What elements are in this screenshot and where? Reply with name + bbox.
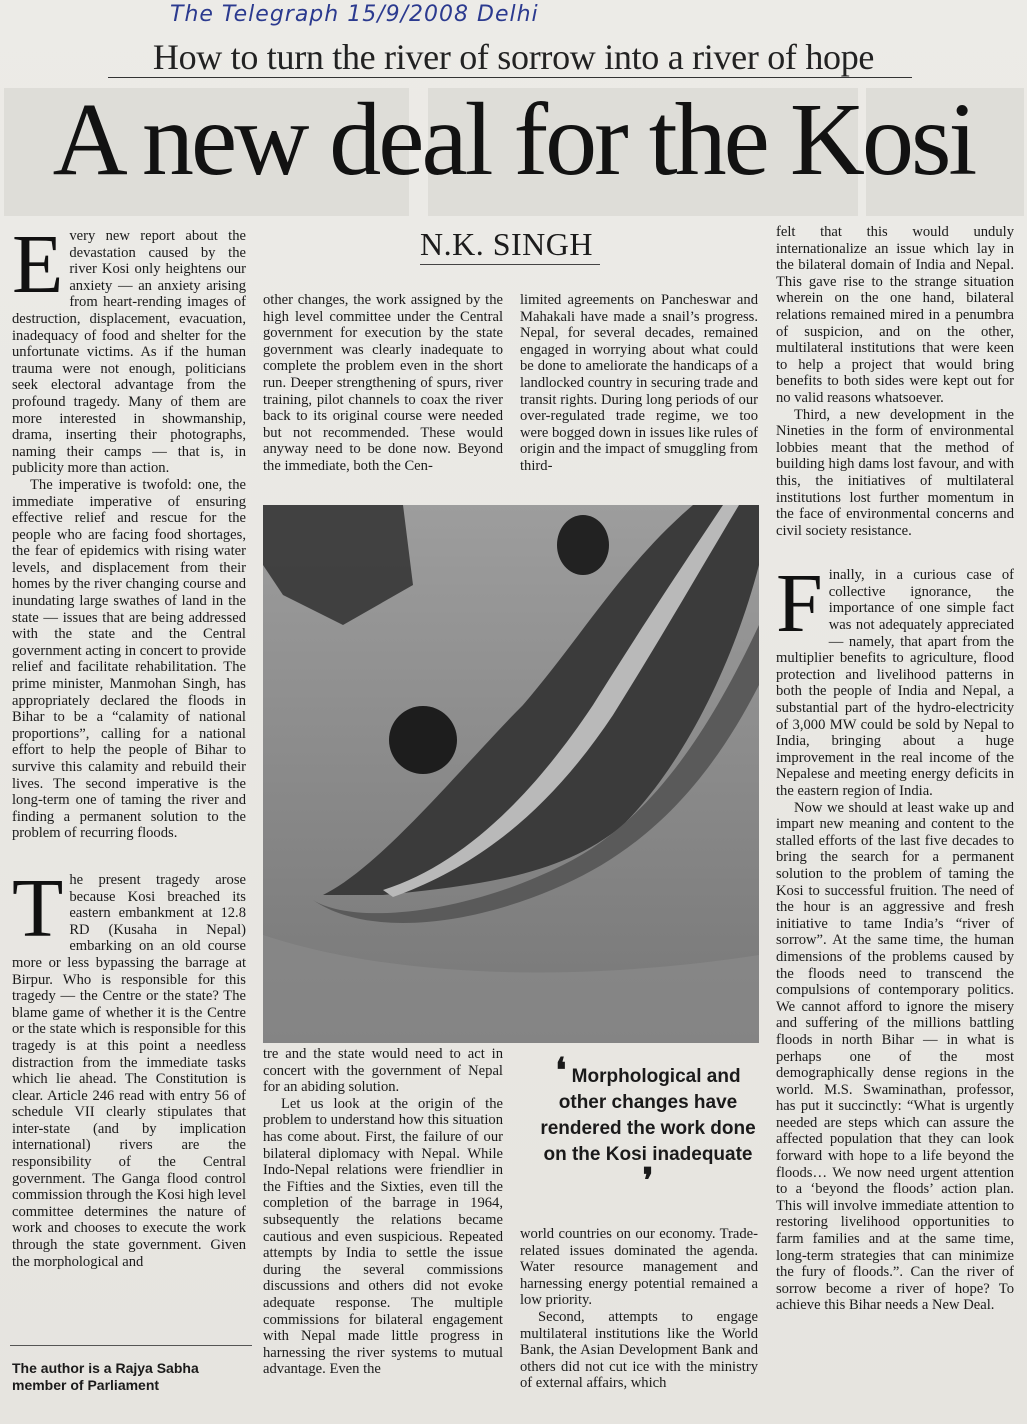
close-quote-icon: ❜ [642,1161,654,1201]
handwritten-note: The Telegraph 15/9/2008 Delhi [170,2,539,27]
flood-embankment-image [263,505,759,1043]
paragraph: very new report about the devastation caused by the river Kosi only heightens our anxiety — an anxiety arising from heart-rending images of destruction, displacement, evacuation, inadequacy of food and shelter for the unfortunate victims. As if the human trauma were not enough, politicians seek electoral advantage from the profound tragedy. Many of them are more interested in showmanship, drama, inserting their photographs, naming their camps — that is, in publicity more than action. [12,228,246,477]
paragraph: world countries on our economy. Trade-related issues dominated the agenda. Water resource management and harnessing energy potential remained a low priority. [520,1226,758,1309]
author-note: The author is a Rajya Sabha member of Parliament [12,1360,199,1393]
column-3-bottom [520,1226,758,1392]
paragraph: other changes, the work assigned by the high level committee under the Central government for execution by the state government was clearly inadequate to complete the problem even in the short run. Deeper strengthening of spurs, river training, pilot channels to coax the river back to its original course were needed but not recommended. These would anyway need to be done now. Beyond the immediate, both the Cen- [263,292,503,474]
paragraph: Now we should at least wake up and impart new meaning and content to the stalled efforts of the last five decades to bring the search for a permanent solution to the problem of taming the Kosi to successful fruition. The need of the hour is an aggressive and fresh initiative to tame India’s “river of sorrow”. At the same time, the human dimensions of the problems caused by the floods need to transcend the compulsions of contemporary politics. We cannot afford to ignore the misery and suffering of the millions battling floods in north Bihar — in what is perhaps one of the most demographically dense regions in the world. M.S. Swaminathan, professor, has put it succinctly: “What is urgently needed are steps which can assure the affected population that they can look forward with hope to a life beyond the floods… We now need urgent attention to a ‘beyond the floods’ action plan. This will involve immediate attention to restoring livelihood opportunities to farm families and at the same time, long-term strategies that can minimize the fury of floods.”. Can the river of sorrow become a river of hope? To achieve this Bihar needs a New Deal. [776,799,1014,1314]
kicker: How to turn the river of sorrow into a river of hope [152,37,875,77]
pull-quote-text: Morphological and other changes have rendered the work done on the Kosi inadequate [540,1066,756,1165]
paragraph: he present tragedy arose because Kosi breached its eastern embankment at 12.8 RD (Kusaha in Nepal) embarking on an old course more or less bypassing the barrage at Birpur. Who is responsible for this tragedy — the Centre or the state? The blame game of whether it is the Centre or the state which is responsible for this tragedy is at this point a needless distraction from the immediate tasks which lie ahead. The Constitution is clear. Article 246 read with entry 56 of schedule VII clearly stipulates that inter-state (and by implication international) rivers are the responsibility of the Central government. The Ganga flood control commission through the Kosi high level committee determines the nature of work and chooses to execute the work through the state government. Given the morphological and [12,871,246,1270]
paragraph: felt that this would unduly internationalize an issue which lay in the bilateral domain of India and Nepal. This gave rise to the strange situation wherein on the one hand, bilateral relations remained mired in a penumbra of suspicion, and on the other, multilateral institutions that were keen to help a project that would bring benefits to both sides were kept out for no valid reasons whatsoever. [776,224,1014,406]
paragraph: Let us look at the origin of the problem to understand how this situation has come about. First, the failure of our bilateral diplomacy with Nepal. While Indo-Nepal relations were friendlier in the Fifties and the Sixties, even till the completion of the barrage in 1964, subsequently the relations became cautious and even suspicious. Repeated attempts by India to settle the issue during the several commissions discussions and others did not evoke adequate response. The multiple commissions for bilateral engagement with Nepal made little progress in harnessing the river systems to mutual advantage. Even the [263,1095,503,1378]
open-quote-icon: ❛ [555,1051,567,1091]
paragraph: Second, attempts to engage multilateral institutions like the World Bank, the Asian Development Bank and others did not cut ice with the ministry of external affairs, which [520,1308,758,1392]
paragraph: The imperative is twofold: one, the immediate imperative of ensuring effective relief and rescue for the people who are facing food shortages, the fear of epidemics with rising water levels, and displacement from their homes by the river changing course and inundating large swathes of land in the state — issues that are being addressed with the state and the Central government acting in concert to provide relief and facilitate rehabilitation. The prime minister, Manmohan Singh, has appropriately declared the floods in Bihar to be a “calamity of national proportions”, calling for a national effort to help the people of Bihar to survive this calamity and rebuild their lives. The second imperative is the long-term one of taming the river and finding a permanent solution to the problem of recurring floods. [12,476,246,842]
drop-cap: F [776,557,823,651]
drop-cap: T [12,861,64,955]
column-2-bottom [263,1046,503,1378]
byline: N.K. SINGH [420,226,593,262]
pull-quote [538,1051,758,1201]
author-rule [10,1345,252,1346]
column-4 [776,224,1014,1314]
column-2-top [263,292,503,475]
paragraph: Third, a new development in the Nineties in the form of environmental lobbies meant that the method of building high dams lost favour, and with this, the initiatives of multilateral institutions lost further momentum in the face of environmental concerns and civil society resistance. [776,406,1014,539]
drop-cap: E [12,218,64,311]
paragraph: limited agreements on Pancheswar and Mahakali have made a snail’s progress. Nepal, for several decades, remained engaged in worrying about what could be done to ameliorate the handicaps of a landlocked country in securing trade and transit rights. During long periods of our over-regulated trade regime, we too were bogged down in issues like rules of origin and the impact of smuggling from third- [520,292,758,474]
headline: A new deal for the Kosi [52,82,975,197]
kicker-rule [108,77,912,78]
paragraph: tre and the state would need to act in concert with the government of Nepal for an abiding solution. [263,1046,503,1096]
column-1 [12,218,246,1270]
column-3-top [520,292,758,475]
paragraph: inally, in a curious case of collective ignorance, the importance of one simple fact was not adequately appreciated — namely, that apart from the multiplier benefits to agriculture, flood protection and livelihood patterns in both the people of India and Nepal, a substantial part of the hydro-electricity of 3,000 MW could be sold by Nepal to India, bringing about a huge improvement in the real income of the Nepalese and meeting energy deficits in the eastern region of India. [776,567,1014,799]
byline-rule [420,264,600,265]
aerial-photo [263,505,759,1043]
